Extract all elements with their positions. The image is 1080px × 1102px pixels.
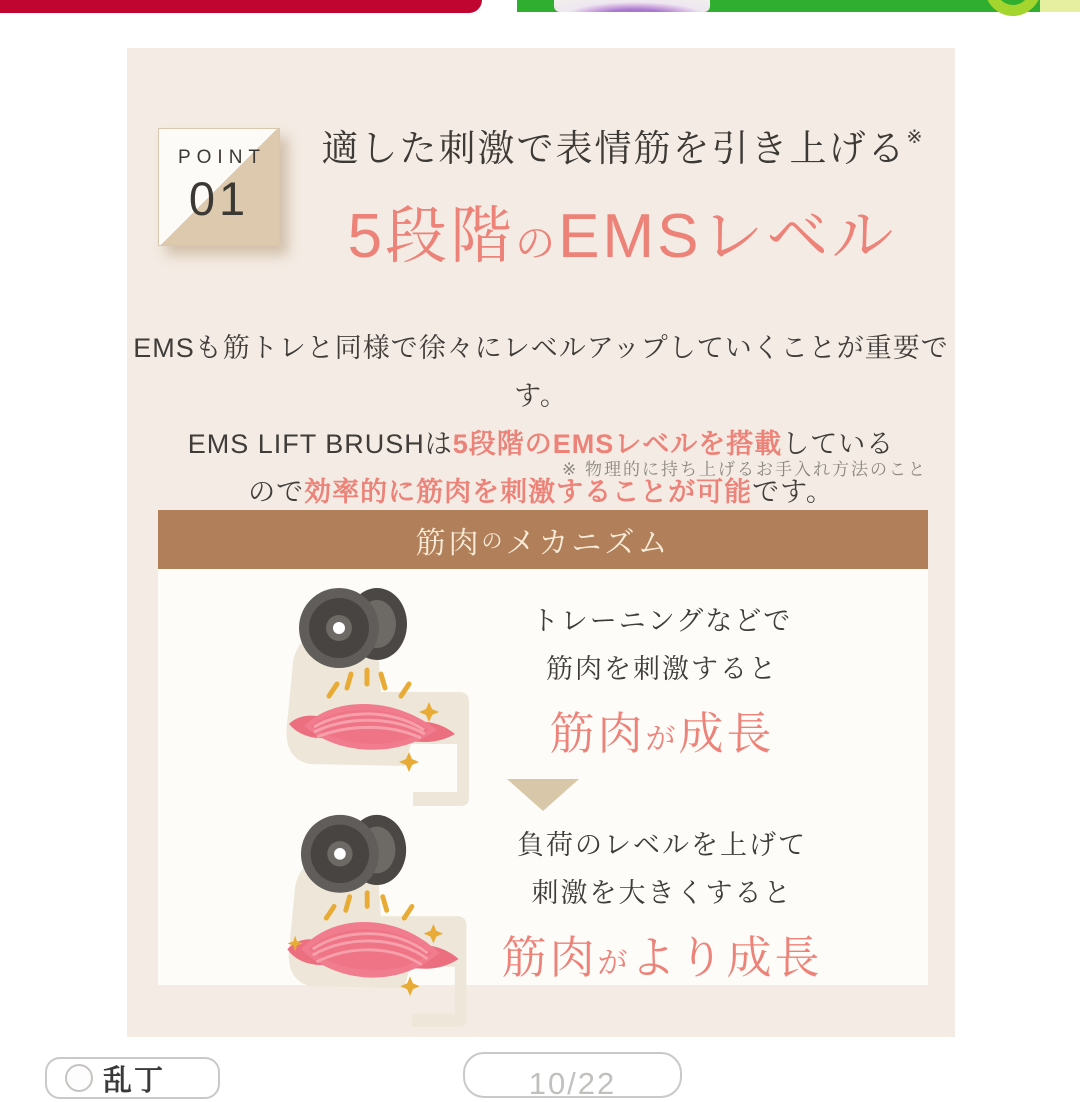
heading-line1 [297,118,947,172]
block2-line1: 負荷のレベルを上げて [517,829,807,860]
carousel-edge-product-fragment [554,0,710,12]
block2-line2: 刺激を大きくすると [531,877,793,908]
point-badge-number: 01 [188,172,250,225]
paragraph-line2-dark1: EMS LIFT BRUSHは [187,429,453,459]
block2-result [497,921,827,986]
carousel-edge-lime-circle [985,0,1041,16]
arm-dumbbell-illustration [259,811,489,996]
point-badge-label: POINT [177,147,267,168]
page-indicator-text: 10/22 [528,1066,617,1101]
paragraph-line1: EMSも筋トレと同様で徐々にレベルアップしていくことが重要です。 [133,333,949,411]
seller-button[interactable] [45,1057,220,1099]
heading-line2 [297,186,947,275]
arrow-down-icon [507,779,579,811]
paragraph-line3-dark2: です。 [752,477,834,507]
dumbbell-icon [299,588,407,668]
mechanism-block-1 [158,569,928,779]
page-indicator [463,1052,682,1101]
footnote-text: ※ 物理的に持ち上げるお手入れ方法のこと [562,460,927,479]
heading-line2-seg2: EMSレベル [558,202,897,271]
body-paragraph [127,324,955,516]
block1-result-small: が [645,722,679,756]
mechanism-header-no: の [481,529,506,553]
block2-result-small: が [597,946,631,980]
carousel-edge-green-fragment [517,0,1080,12]
paragraph-line2-accent: 5段階のEMSレベルを搭載 [452,429,783,459]
heading-line2-no: の [515,222,559,266]
block2-result-seg1: 筋肉 [501,931,598,983]
mechanism-header-bar [158,510,928,569]
point-badge [158,128,280,246]
arm-dumbbell-illustration [259,584,489,774]
section-heading [297,118,947,275]
carousel-edge-pale-fragment [1040,0,1080,12]
block1-line2: 筋肉を刺激すると [546,653,778,684]
seller-avatar-icon [65,1064,93,1092]
mechanism-header-seg2: メカニズム [505,526,671,560]
mechanism-block-2 [158,811,928,991]
mechanism-block-1-text [497,597,827,762]
block2-result-seg2: より成長 [630,931,823,983]
heading-line2-seg1: 5段階 [347,202,516,271]
paragraph-line2-dark2: している [782,429,895,459]
footnote-mark: ※ [906,127,923,148]
carousel-edge-red-fragment [0,0,482,13]
dumbbell-icon [301,814,406,892]
mechanism-header-seg1: 筋肉 [415,526,482,560]
seller-name-label: 乱丁 [103,1064,166,1097]
mechanism-box [158,569,928,985]
mechanism-block-2-text [497,821,827,986]
block1-result-seg1: 筋肉 [549,707,646,759]
heading-line1-text: 適した刺激で表情筋を引き上げる [321,128,907,169]
block1-line1: トレーニングなどで [531,605,793,636]
paragraph-line3-dark1: ので [248,477,305,507]
paragraph-line3-accent: 効率的に筋肉を刺激することが可能 [304,477,753,507]
block1-result-seg2: 成長 [678,707,775,759]
promo-panel [127,48,955,1037]
block1-result [497,697,827,762]
